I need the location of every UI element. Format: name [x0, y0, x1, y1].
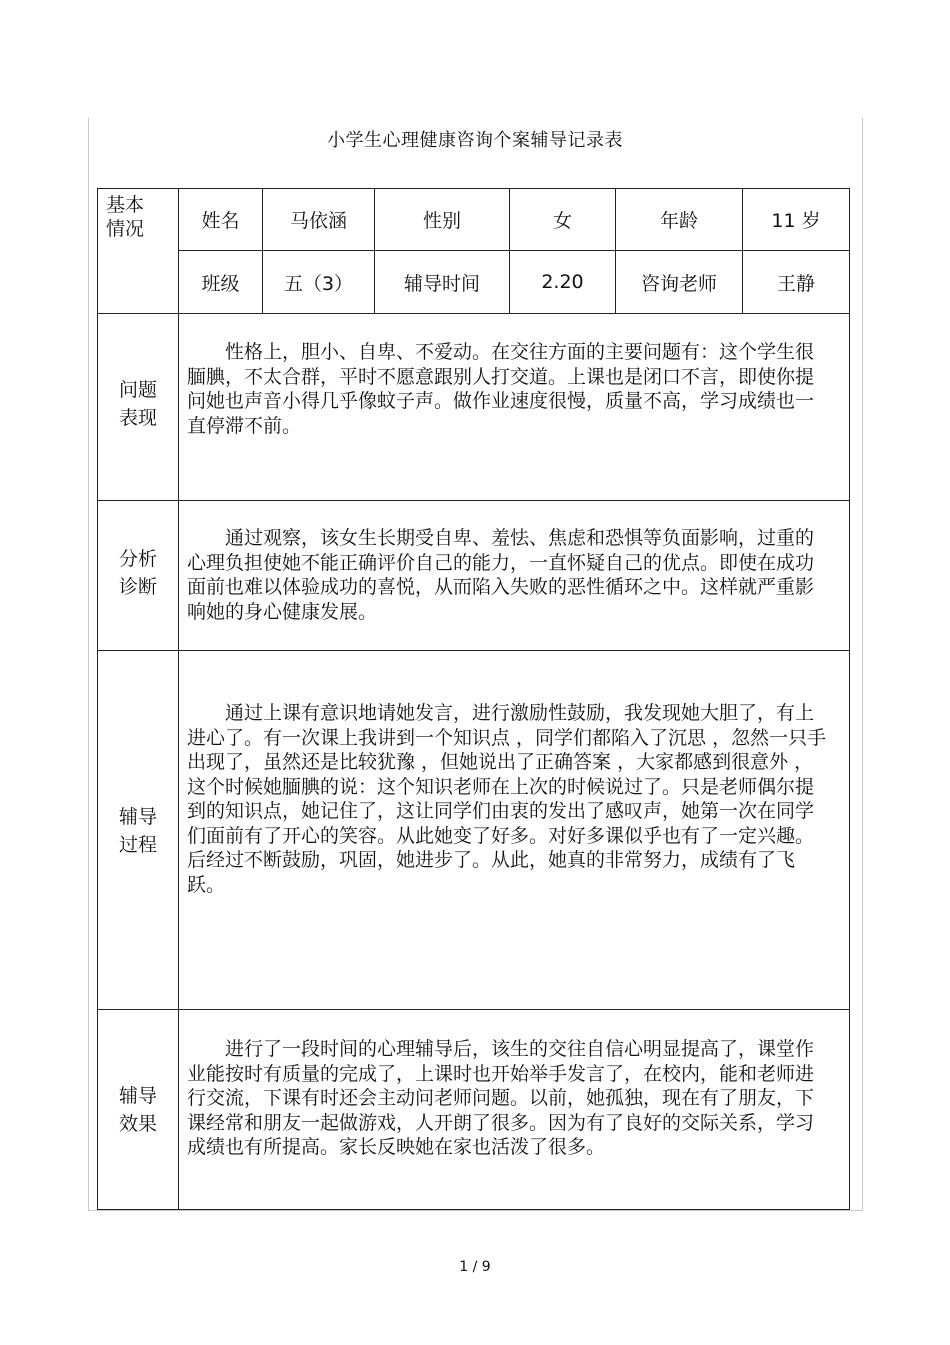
basic-info-label	[98, 189, 179, 314]
page-frame-bottom	[88, 1210, 863, 1211]
process-content	[179, 651, 850, 1010]
process-label	[98, 651, 179, 1010]
age-value: 11 岁	[743, 189, 850, 251]
analysis-content	[179, 501, 850, 651]
problem-text: 性格上，胆小、自卑、不爱动。在交往方面的主要问题有：这个学生很腼腆，不太合群，平时不愿意跟别人打交道。上课也是闭口不言，即使你提问她也声音小得几乎像蚊子声。做作业速度很慢，质量不高，学习成绩也一直停滞不前。	[187, 341, 815, 437]
problem-content	[179, 314, 850, 501]
effect-row	[98, 1010, 850, 1210]
teacher-label: 咨询老师	[616, 251, 743, 314]
class-value: 五（3）	[263, 251, 375, 314]
page-number: 1 / 9	[459, 1259, 491, 1275]
time-label: 辅导时间	[375, 251, 510, 314]
gender-value: 女	[510, 189, 616, 251]
basic-info-label-text: 基本 情况	[106, 194, 145, 240]
analysis-label-text: 分析 诊断	[118, 548, 157, 598]
gender-label: 性别	[375, 189, 510, 251]
analysis-text: 通过观察，该女生长期受自卑、羞怯、焦虑和恐惧等负面影响，过重的心理负担使她不能正确评价自己的能力，一直怀疑自己的优点。即使在成功面前也难以体验成功的喜悦，从而陷入失败的恶性循环之中。这样就严重影响她的身心健康发展。	[187, 527, 815, 623]
name-value: 马依涵	[263, 189, 375, 251]
page-frame-right	[862, 118, 863, 1210]
time-value: 2.20	[510, 251, 616, 314]
effect-content	[179, 1010, 850, 1210]
name-label: 姓名	[179, 189, 263, 251]
teacher-value: 王静	[743, 251, 850, 314]
class-label: 班级	[179, 251, 263, 314]
analysis-row	[98, 501, 850, 651]
process-row	[98, 651, 850, 1010]
problem-label	[98, 314, 179, 501]
page-title: 小学生心理健康咨询个案辅导记录表	[327, 130, 623, 151]
basic-info-row-1	[98, 189, 850, 251]
problem-row	[98, 314, 850, 501]
problem-label-text: 问题 表现	[118, 379, 157, 429]
record-table	[97, 188, 850, 1210]
process-text: 通过上课有意识地请她发言，进行激励性鼓励，我发现她大胆了，有上进心了。有一次课上我讲到一个知识点 ，同学们都陷入了沉思 ，忽然一只手出现了，虽然还是比较犹豫 ，但她说出了正确答案 ，大家都感到很意外 ，这个时候她腼腆的说：这个知识老师在上次的时候说过了。只是老师偶尔提到的知识点，她记住了，这让同学们由衷的发出了感叹声，她第一次在同学们面前有了开心的笑容。从此她变了好多。对好多课似乎也有了一定兴趣。后经过不断鼓励，巩固，她进步了。从此，她真的非常努力，成绩有了飞跃。	[187, 702, 827, 896]
effect-label	[98, 1010, 179, 1210]
effect-label-text: 辅导 效果	[118, 1085, 157, 1135]
page-frame-left	[88, 118, 89, 1210]
process-label-text: 辅导 过程	[118, 806, 157, 856]
effect-text: 进行了一段时间的心理辅导后，该生的交往自信心明显提高了，课堂作业能按时有质量的完成了，上课时也开始举手发言了，在校内，能和老师进行交流，下课有时还会主动问老师问题。以前，她孤独，现在有了朋友，下课经常和朋友一起做游戏，人开朗了很多。因为有了良好的交际关系，学习成绩也有所提高。家长反映她在家也活泼了很多。	[187, 1038, 815, 1158]
analysis-label	[98, 501, 179, 651]
basic-info-row-2	[98, 251, 850, 314]
age-label: 年龄	[616, 189, 743, 251]
